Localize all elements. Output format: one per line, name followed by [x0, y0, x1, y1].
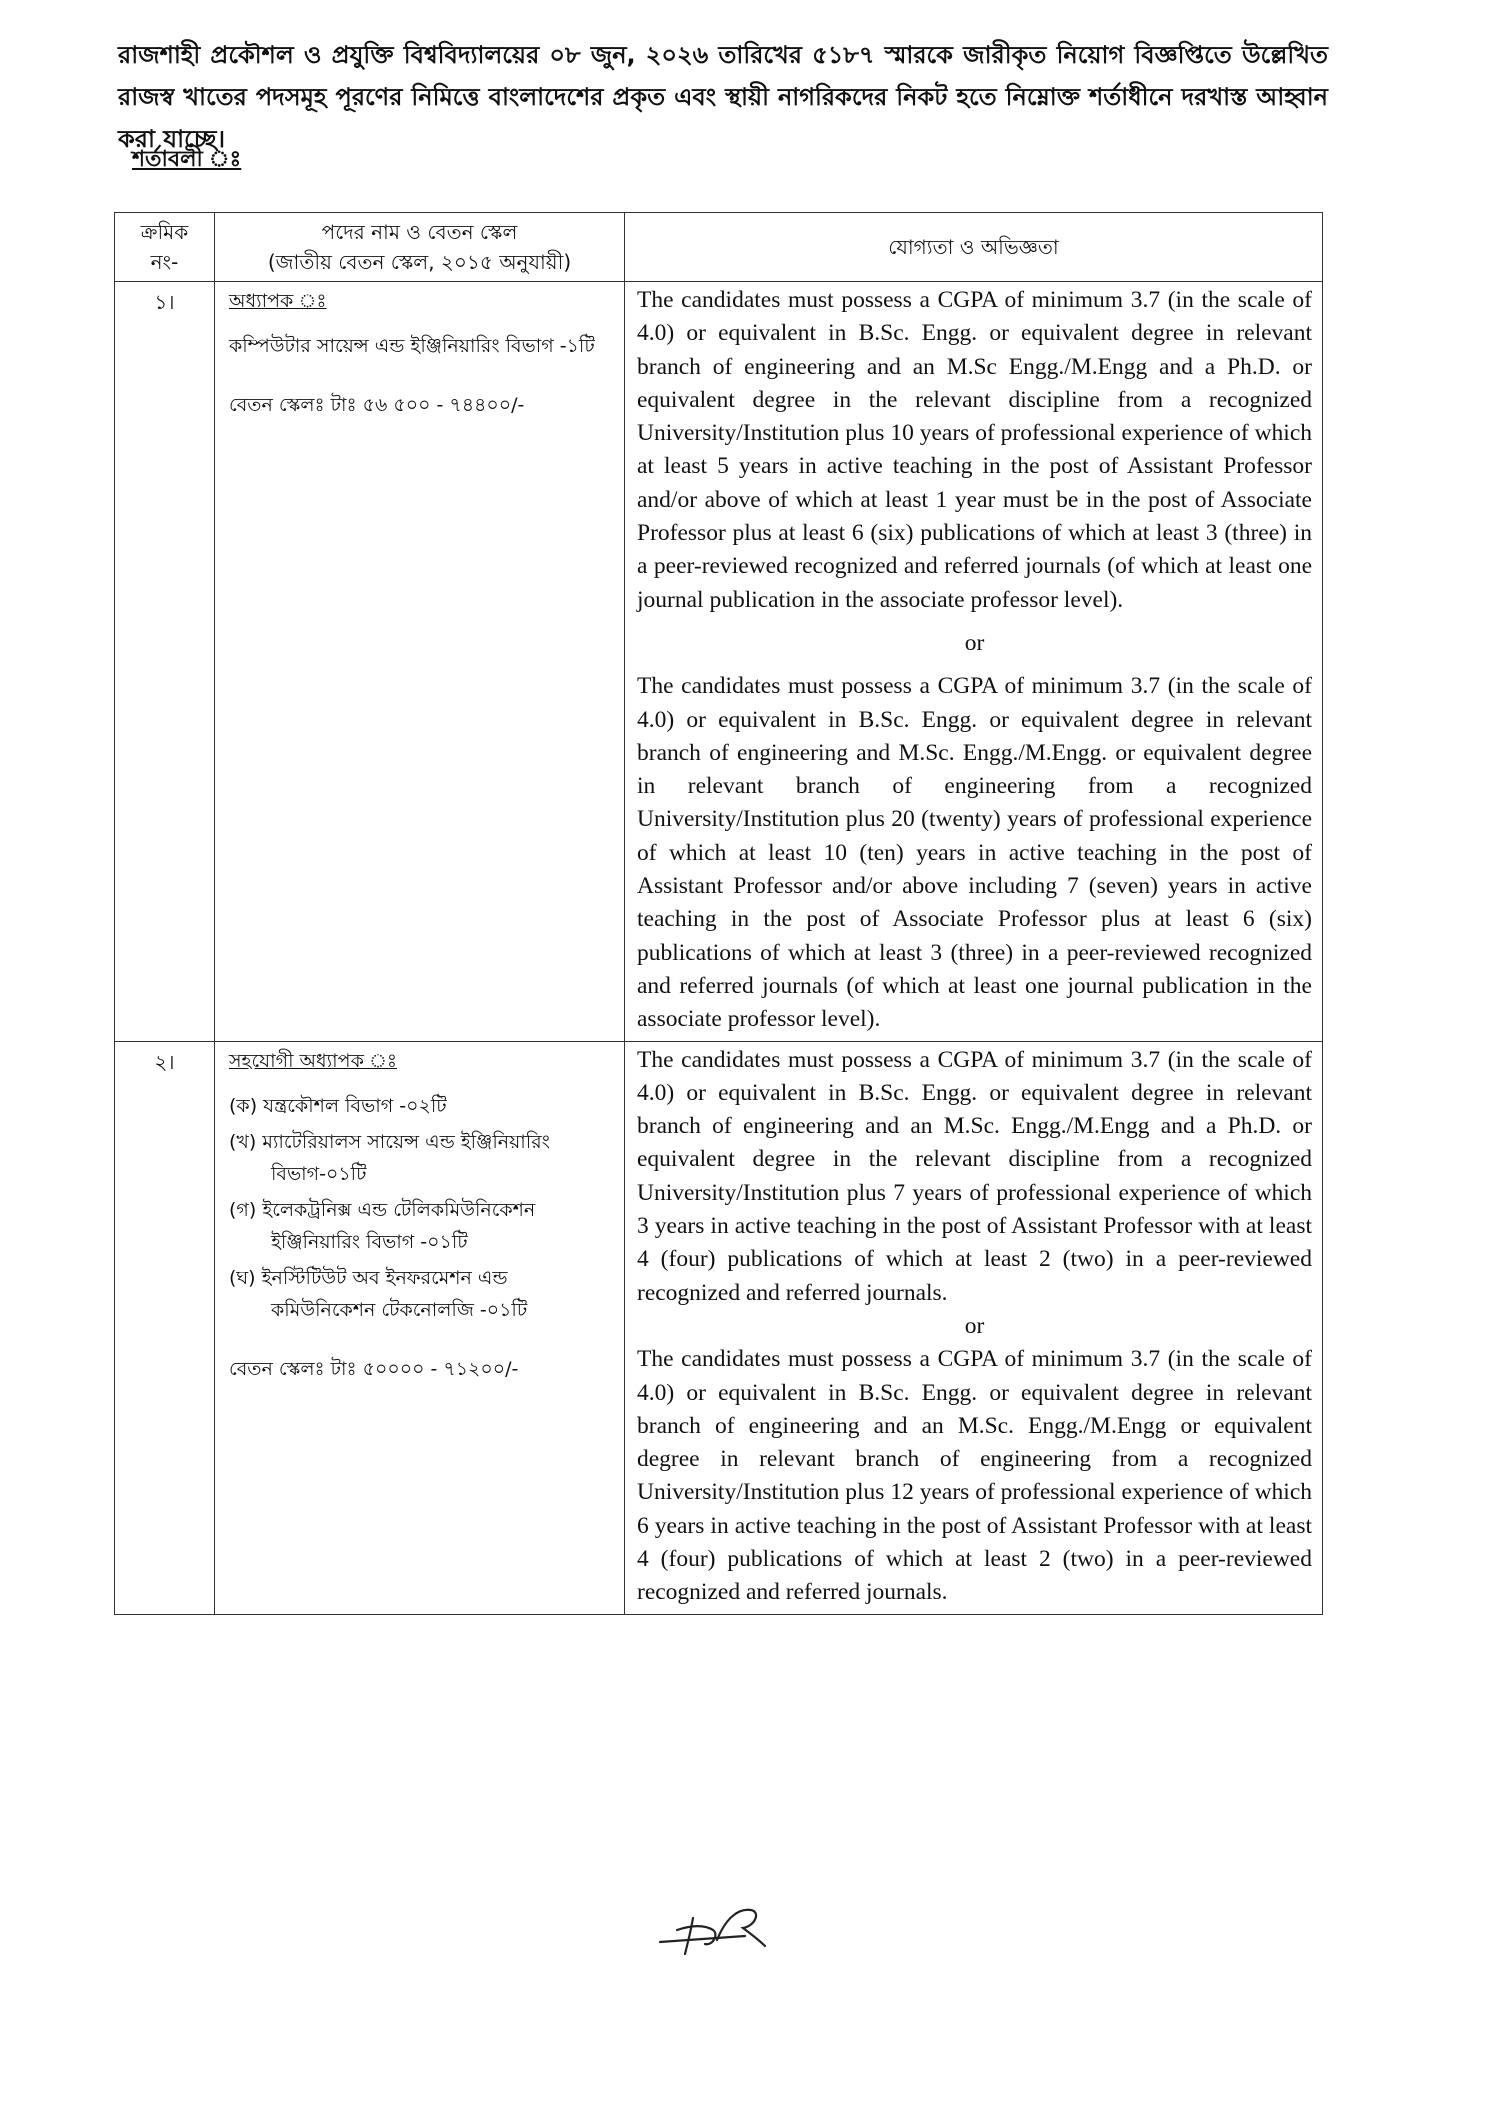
intro-paragraph: রাজশাহী প্রকৌশল ও প্রযুক্তি বিশ্ববিদ্যালয়ের ০৮ জুন, ২০২৬ তারিখের ৫১৮৭ স্মারকে জারীকৃত নিয়োগ বিজ্ঞপ্তিতে উল্লেখিত রাজস্ব খাতের পদসমূহ পূরণের নিমিত্তে বাংলাদেশের প্রকৃত এবং স্থায়ী নাগরিকদের নিকট হতে নিম্নোক্ত শর্তাধীনে দরখাস্ত আহ্বান করা যাচ্ছে।: [118, 41, 1328, 153]
posts-table: [114, 212, 1323, 1615]
header-qualification: যোগ্যতা ও অভিজ্ঞতা: [625, 213, 1323, 282]
header-post-line2: (জাতীয় বেতন স্কেল, ২০১৫ অনুযায়ী): [267, 250, 572, 274]
qualification-option-a: The candidates must possess a CGPA of minimum 3.7 (in the scale of 4.0) or equivalent in B.Sc. Engg. or equivalent degree in relevant branch of engineering and an M.Sc Engg./M.Engg and a Ph.D. or equivalent degree in the relevant discipline from a recognized University/Institution plus 10 years of professional experience of which at least 5 years in active teaching in the post of Assistant Professor and/or above of which at least 1 year must be in the post of Associate Professor plus at least 6 (six) publications of which at least 3 (three) in a peer-reviewed recognized and referred journals (of which at least one journal publication in the associate professor level).: [637, 287, 1312, 613]
qualification-cell: [625, 1041, 1323, 1614]
header-post-line1: পদের নাম ও বেতন স্কেল: [321, 220, 518, 244]
or-separator: or: [964, 629, 985, 656]
row-post-cell: [215, 1041, 625, 1614]
header-post: [215, 213, 625, 282]
qualification-option-b: The candidates must possess a CGPA of minimum 3.7 (in the scale of 4.0) or equivalent in B.Sc. Engg. or equivalent degree in relevant branch of engineering and M.Sc. Engg./M.Engg. or equivalent degree in relevant branch of engineering from a recognized University/Institution plus 20 (twenty) years of professional experience of which at least 10 (ten) years in active teaching in the post of Assistant Professor and/or above including 7 (seven) years in active teaching in the post of Associate Professor plus at least 6 (six) publications of which at least 3 (three) in a peer-reviewed recognized and referred journals (of which at least one journal publication in the associate professor level).: [637, 673, 1312, 1033]
row-serial: ১।: [115, 282, 215, 1042]
department-item: (ক) যন্ত্রকৌশল বিভাগ -০২টি: [229, 1094, 447, 1117]
department-item: (খ) ম্যাটেরিয়ালস সায়েন্স এন্ড ইঞ্জিনিয়ারিং বিভাগ-০১টি: [229, 1130, 550, 1185]
row-post-cell: [215, 282, 625, 1042]
header-serial: [115, 213, 215, 282]
table-header-row: [115, 213, 1323, 282]
pay-scale: বেতন স্কেলঃ টাঃ ৫৬ ৫০০ - ৭৪৪০০/-: [229, 394, 525, 416]
table-row: [115, 282, 1323, 1042]
department-item: (গ) ইলেকট্রনিক্স এন্ড টেলিকমিউনিকেশন ইঞ্জিনিয়ারিং বিভাগ -০১টি: [229, 1198, 536, 1253]
header-serial-line1: ক্রমিক: [140, 220, 189, 244]
department: কম্পিউটার সায়েন্স এন্ড ইঞ্জিনিয়ারিং বিভাগ -১টি: [229, 335, 595, 357]
department-item: (ঘ) ইনস্টিটিউট অব ইনফরমেশন এন্ড কমিউনিকেশন টেকনোলজি -০১টি: [229, 1266, 528, 1321]
pay-scale: বেতন স্কেলঃ টাঃ ৫০০০০ - ৭১২০০/-: [229, 1357, 519, 1380]
qualification-option-b: The candidates must possess a CGPA of minimum 3.7 (in the scale of 4.0) or equivalent in B.Sc. Engg. or equivalent degree in relevant branch of engineering and an M.Sc. Engg./M.Engg or equivalent degree in relevant branch of engineering from a recognized University/Institution plus 12 years of professional experience of which 6 years in active teaching in the post of Assistant Professor with at least 4 (four) publications of which at least 2 (two) in a peer-reviewed recognized and referred journals.: [637, 1346, 1312, 1606]
table-row: [115, 1041, 1323, 1614]
post-title: সহযোগী অধ্যাপক ঃ: [229, 1049, 398, 1072]
row-serial: ২।: [115, 1041, 215, 1614]
qualification-cell: [625, 282, 1323, 1042]
qualification-option-a: The candidates must possess a CGPA of minimum 3.7 (in the scale of 4.0) or equivalent in B.Sc. Engg. or equivalent degree in relevant branch of engineering and an M.Sc. Engg./M.Engg and a Ph.D. or equivalent degree in the relevant discipline from a recognized University/Institution plus 7 years of professional experience of which 3 years in active teaching in the post of Assistant Professor with at least 4 (four) publications of which at least 2 (two) in a peer-reviewed recognized and referred journals.: [637, 1046, 1312, 1306]
conditions-heading: শর্তাবলী ঃ: [132, 147, 242, 172]
post-title: অধ্যাপক ঃ: [229, 290, 327, 312]
or-separator: or: [964, 1312, 985, 1339]
signature-icon: [655, 1900, 770, 1960]
header-serial-line2: নং-: [150, 250, 179, 274]
